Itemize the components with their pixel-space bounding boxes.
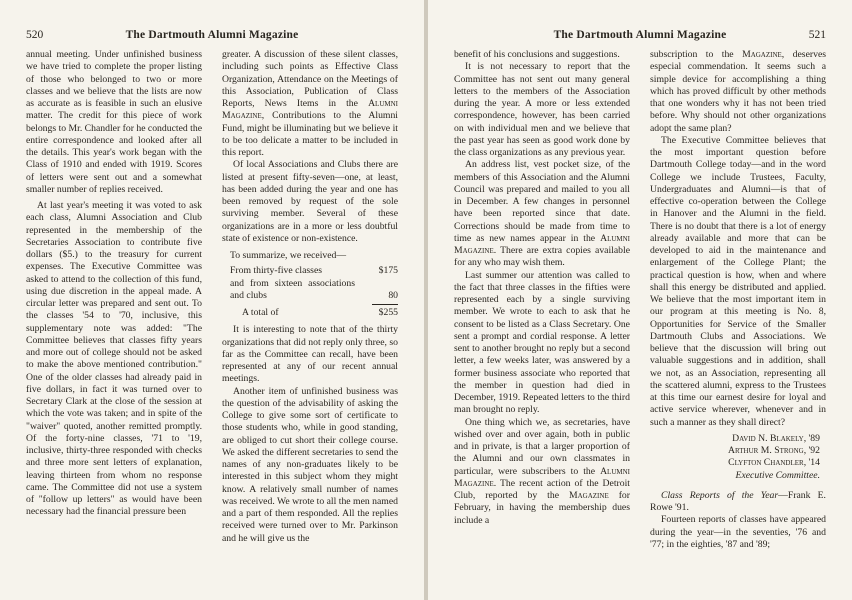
paragraph: annual meeting. Under unfinished business we have tried to complete the proper listing of those who belonged to two or more classes and we believe that the lists are now as accurate as is feasible in such an elusive matter. The credit for this piece of work belongs to Mr. Chandler for he conducted the entire correspondence and looked after all the details. This year's work began with the Class of 1910 and ended with 1919. Scores of letters were sent out and a somewhat smaller number of replies received.	[26, 49, 202, 195]
left-page-header	[0, 29, 424, 45]
paragraph: It is interesting to note that of the thirty organizations that did not reply only three, so far as the Committee can recall, have been represented at any of our recent annual meetings.	[222, 324, 398, 385]
running-title: The Dartmouth Alumni Magazine	[553, 29, 727, 41]
sum-rule	[372, 304, 398, 305]
magazine-name: Magazine	[742, 49, 782, 60]
magazine-name: Alumni Magazine	[454, 465, 630, 489]
page-number: 520	[26, 29, 44, 41]
magazine-name: Alumni Magazine	[454, 232, 631, 256]
paragraph: An address list, vest pocket size, of the members of this Association and the Alumni Council was prepared and mailed to you all in December. A few changes in personnel have been reported since that date. Corrections should be made from time to time as new names appear in the Alumni Magazine. There are extra copies available for any who may wish them.	[454, 159, 631, 269]
magazine-name: Alumni Magazine	[222, 98, 398, 122]
page-number: 521	[808, 29, 826, 41]
paragraph: greater. A discussion of these silent classes, including such points as Effective Class Organization, Attendance on the Meetings of this Association, Publication of Class Reports, News Items in the Alumni Magazine, Contributions to the Alumni Fund, might be illuminating but we believe it to be too delicate a matter to be included in this report.	[222, 49, 398, 158]
signatory: Clyfton Chandler, '14	[728, 457, 820, 469]
paragraph: One thing which we, as secretaries, have wished over and over again, both in public and in private, is that a larger proportion of the Alumni and our own classmates in particular, were subscribers to the Alumni Magazine. The recent action of the Detroit Club, reported by the Magazine for February, in having the membership dues include a	[454, 416, 630, 526]
running-title: The Dartmouth Alumni Magazine	[125, 29, 299, 41]
section-heading: Class Reports of the Year—Frank E. Rowe '91.	[650, 489, 826, 513]
signatory: Arthur M. Strong, '92	[728, 445, 820, 456]
right-page	[428, 0, 852, 600]
paragraph: Of local Associations and Clubs there are listed at present fifty-seven—one, at least, has been added during the year and one has been removed by request of the sole surviving member. Several of these organizations are in a more or less doubtful state of existence or non-existence.	[222, 159, 398, 244]
paragraph: Another item of unfinished business was the question of the advisability of asking the College to give some sort of certificate to those students who, while in good standing, are obliged to cut short their college course. We asked the different secretaries to send the names of any non-graduates likely to be interested in this subject whom they might know. A relatively small number of names was received. We wrote to all the men named and a part of them responded. All the replies received were turned over to Mr. Parkinson and he will give us the	[222, 385, 398, 544]
signature-block	[650, 433, 826, 482]
right-page-header	[428, 29, 852, 45]
summary-table	[230, 250, 398, 319]
summary-intro: To summarize, we received—	[230, 250, 347, 261]
paragraph: subscription to the Magazine, deserves especial commendation. It seems such a simple device for accomplishing a thing which has proved difficult by other methods that one wonders why it has not been tried before. Why should not other organizations adopt the same plan?	[650, 49, 827, 134]
right-page-column-1	[454, 49, 630, 527]
summary-total: A total of $255	[242, 307, 398, 318]
magazine-name: Magazine	[569, 490, 609, 501]
left-page	[0, 0, 424, 600]
paragraph: The Executive Committee believes that the most important question before Dartmouth College today—and in the word College we include Trustees, Faculty, Undergraduates and Alumni—is that of effective co-operation between the College in Hanover and the Alumni in the field. There is no doubt that there is a lot of energy already available and more that can be developed to aid in the maintenance and enlargement of the College Plant; the practical question is how, when and where shall this energy be distributed and applied. We believe that the most important item in our program at this meeting is No. 8, Opportunities for Service of the Smaller Dartmouth Clubs and Associations. We believe that the discussion will bring out valuable suggestions and in addition, shall we not, as an Association, representing all the scattered alumni, express to the Trustees at this time our earnest desire for loyal and active service wherever, whenever and in such a manner as they shall direct?	[650, 134, 826, 428]
summary-row: From thirty-five classes $175	[230, 265, 398, 277]
paragraph: It is not necessary to report that the Committee has not sent out many general letters to the members of the Association during the year. A more or less extended correspondence, however, has been carried on with individual men and we believe that the past year has seen as good work done by the class organizations as any previous year.	[454, 61, 630, 158]
paragraph: At last year's meeting it was voted to ask each class, Alumni Association and Club represented in the membership of the Secretaries Association to contribute five dollars ($5.) to the treasury for current expenses. The Executive Committee was asked to attend to the collection of this fund, using due discretion in the appeal made. A circular letter was prepared and sent out. To the classes '54 to '70, inclusive, this supplementary note was added: "The Committee believes that classes fifty years and more out of college should not be asked to make the above mentioned contribution." One of the older classes had already paid in five dollars, in fact it was turned over to Secretary Clark at the close of the session at which the vote was taken; and in spite of the "waiver" quoted, another remitted promptly. Of the forty-nine classes, '71 to '19, inclusive, thirty-three responded with checks and three more sent letters of explanation, leaving thirteen from whom no response came. The Committee did not use a system of "follow up letters" as would have been necessary had the financial pressure been	[26, 200, 202, 518]
paragraph: Fourteen reports of classes have appeared during the year—in the seventies, '76 and '77; in the eighties, '87 and '89;	[650, 514, 826, 550]
committee-name: Executive Committee.	[735, 469, 820, 481]
left-page-column-1	[26, 49, 202, 519]
paragraph: Last summer our attention was called to the fact that three classes in the fifties were represented each by a single surviving member. We wrote to each to ask that he consent to be listed as a Class Secretary. One sent a prompt and cordial response. A letter sent to another brought no reply but a second letter, a few weeks later, was answered by a former business associate who reported that the member in question had died in December, 1919. Repeated letters to the third man brought no reply.	[454, 269, 630, 416]
right-page-column-2	[650, 49, 826, 551]
summary-row: and from sixteen associations and clubs 80	[230, 277, 398, 301]
left-page-column-2	[222, 49, 398, 545]
paragraph: benefit of his conclusions and suggestions.	[454, 49, 620, 60]
signatory: David N. Blakely, '89	[732, 432, 820, 444]
